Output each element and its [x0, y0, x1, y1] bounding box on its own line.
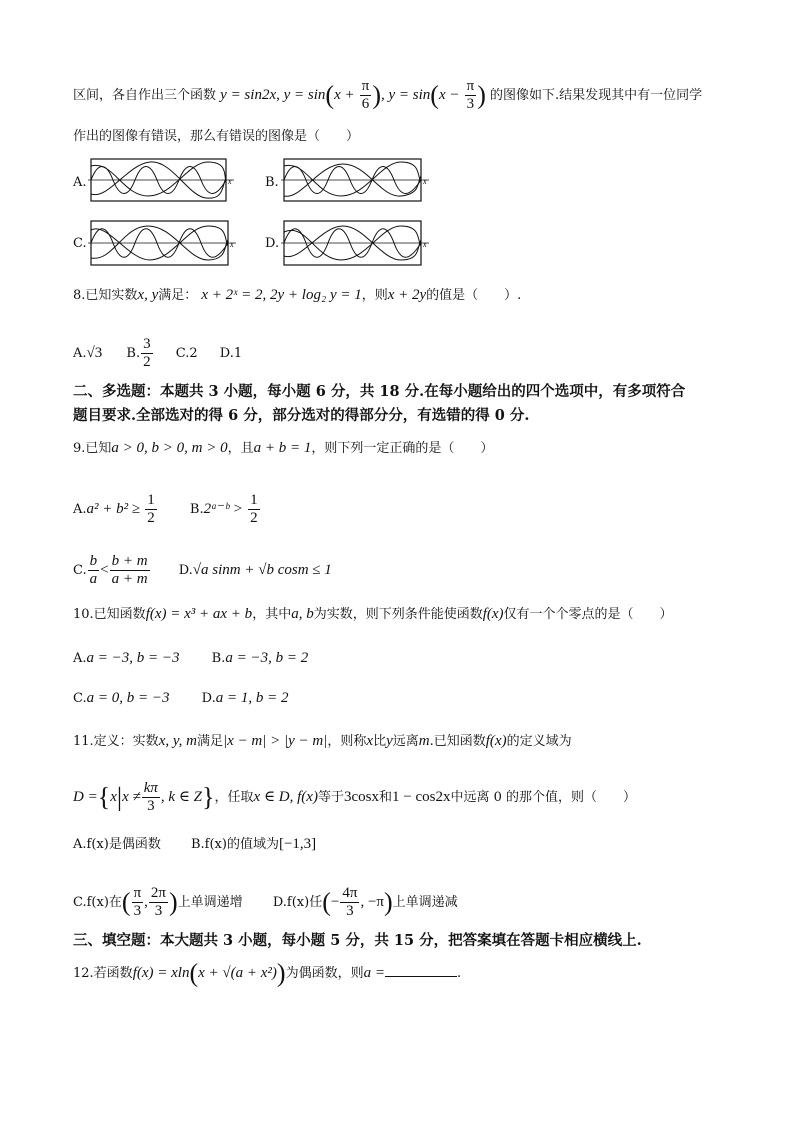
- q10-option-b: B.: [211, 651, 226, 666]
- q8-options: A.√3 B. $\frac{3}{2}$ C.2 D.1: [73, 336, 243, 370]
- q12-stem: 12.若函数f(x) = xln(x + √(a + x²))为偶函数，则a = .: [73, 958, 462, 988]
- axis-x-label: x: [423, 240, 427, 249]
- q7-frac-pi3: $\frac{\pi}{3}$: [466, 78, 475, 112]
- paren-left: (: [325, 80, 335, 110]
- q10-options-ab: A.a = −3, b = −3 B.a = −3, b = 2: [73, 650, 309, 666]
- q11-options-ab: A.f(x)是偶函数 B.f(x)的值域为[−1,3]: [73, 836, 317, 852]
- q7-x-plus: x +: [334, 87, 355, 103]
- q7-graph-d: [281, 218, 431, 268]
- axis-x-label: x: [423, 177, 427, 186]
- q11-option-b: B.: [190, 837, 205, 852]
- axis-x-label: x: [228, 177, 232, 186]
- q11-option-c: C.: [73, 895, 87, 910]
- q10-option-a: A.: [73, 651, 87, 666]
- axis-x-label: x: [230, 240, 234, 249]
- q10-option-d: D.: [201, 691, 216, 706]
- q11-stem-line1: 11.定义：实数x, y, m满足|x − m| > |y − m|，则称x比y远离m.已知函数f(x)的定义域为: [73, 733, 572, 749]
- q7-graph-a: [88, 156, 236, 204]
- q7-line2: 作出的图像有错误，那么有错误的图像是（ ）: [73, 129, 360, 144]
- q7-graph-c: [88, 218, 238, 268]
- q7-option-d-label: D.: [265, 236, 280, 251]
- q7-func-1: y = sin2x, y = sin: [220, 87, 326, 103]
- q10-stem: 10.已知函数f(x) = x³ + ax + b，其中a, b为实数，则下列条件能使函数f(x)仅有一个个零点的是（ ）: [73, 606, 673, 622]
- q7-option-b-label: B.: [265, 175, 279, 190]
- section3-heading: 三、填空题：本大题共 3 小题，每小题 5 分，共 15 分，把答案填在答题卡相应横线上.: [73, 932, 642, 949]
- q10-options-cd: C.a = 0, b = −3 D.a = 1, b = 2: [73, 690, 289, 706]
- q7-func-2: , y = sin: [380, 87, 431, 103]
- q7-text-a: 区间，各自作出三个函数: [73, 88, 217, 103]
- q8-stem: 8.已知实数x, y满足： x + 2ˣ = 2, 2y + log₂ y = 1，则x + 2y的值是（ ）.: [73, 287, 522, 303]
- q8-option-d: D.1: [219, 346, 243, 361]
- q9-options-ab: A.a² + b² ≥ $\frac{1}{2}$ B.2ᵃ⁻ᵇ > $\frac{1}{2}$: [73, 492, 258, 526]
- q7-x-minus: x −: [438, 87, 460, 103]
- section2-heading-line2: 题目要求.全部选对的得 6 分，部分选对的得部分分，有选错的得 0 分.: [73, 407, 530, 424]
- q7-option-c-label: C.: [73, 236, 87, 251]
- q9-option-a: A.: [73, 502, 87, 517]
- paren-left-2: (: [430, 80, 439, 110]
- q7-line1: [73, 78, 702, 113]
- paren-right-2: ): [477, 80, 486, 110]
- q12-answer-blank[interactable]: [385, 962, 457, 977]
- q11-option-a: A.: [73, 837, 87, 852]
- q9-options-cd: C. $\frac{b}{a}$ < $\frac{b + m}{a + m}$ D.√a sinm + √b cosm ≤ 1: [73, 553, 332, 587]
- q9-option-c: C.: [73, 563, 87, 578]
- q9-option-d: D.: [178, 563, 193, 578]
- paren-right: ): [372, 80, 381, 110]
- q7-graph-b: [281, 156, 431, 204]
- q11-stem-line2: D ={x|x ≠ $\frac{k\pi}{3}$ , k ∈ Z}，任取x ∈ D, f(x)等于3cosx和1 − cos2x中远离 0 的那个值，则（ ）: [73, 780, 636, 814]
- q9-option-b: B.: [189, 502, 204, 517]
- q8-option-c: C.2: [175, 346, 198, 361]
- q10-option-c: C.: [73, 691, 87, 706]
- q7-frac-pi6: $\frac{\pi}{6}$: [361, 78, 370, 112]
- q7-text-b: 的图像如下.结果发现其中有一位同学: [490, 88, 703, 103]
- section2-heading-line1: 二、多选题：本题共 3 小题，每小题 6 分，共 18 分.在每小题给出的四个选项中，有多项符合: [73, 383, 686, 400]
- q8-equation: x + 2ˣ = 2, 2y + log₂ y = 1: [201, 287, 362, 303]
- q11-option-d: D.: [272, 895, 287, 910]
- q9-stem: 9.已知a > 0, b > 0, m > 0，且a + b = 1，则下列一定正确的是（ ）: [73, 440, 494, 456]
- q8-option-a: A.: [73, 346, 87, 361]
- q7-option-a-label: A.: [73, 175, 87, 190]
- q8-option-b: B.: [126, 346, 141, 361]
- q11-options-cd: C.f(x)在( $\frac{\pi}{3}$ , $\frac{2\pi}{3}$ )上单调递增 D.f(x)任(− $\frac{4\pi}{3}$ , −π)上单调递减: [73, 885, 458, 919]
